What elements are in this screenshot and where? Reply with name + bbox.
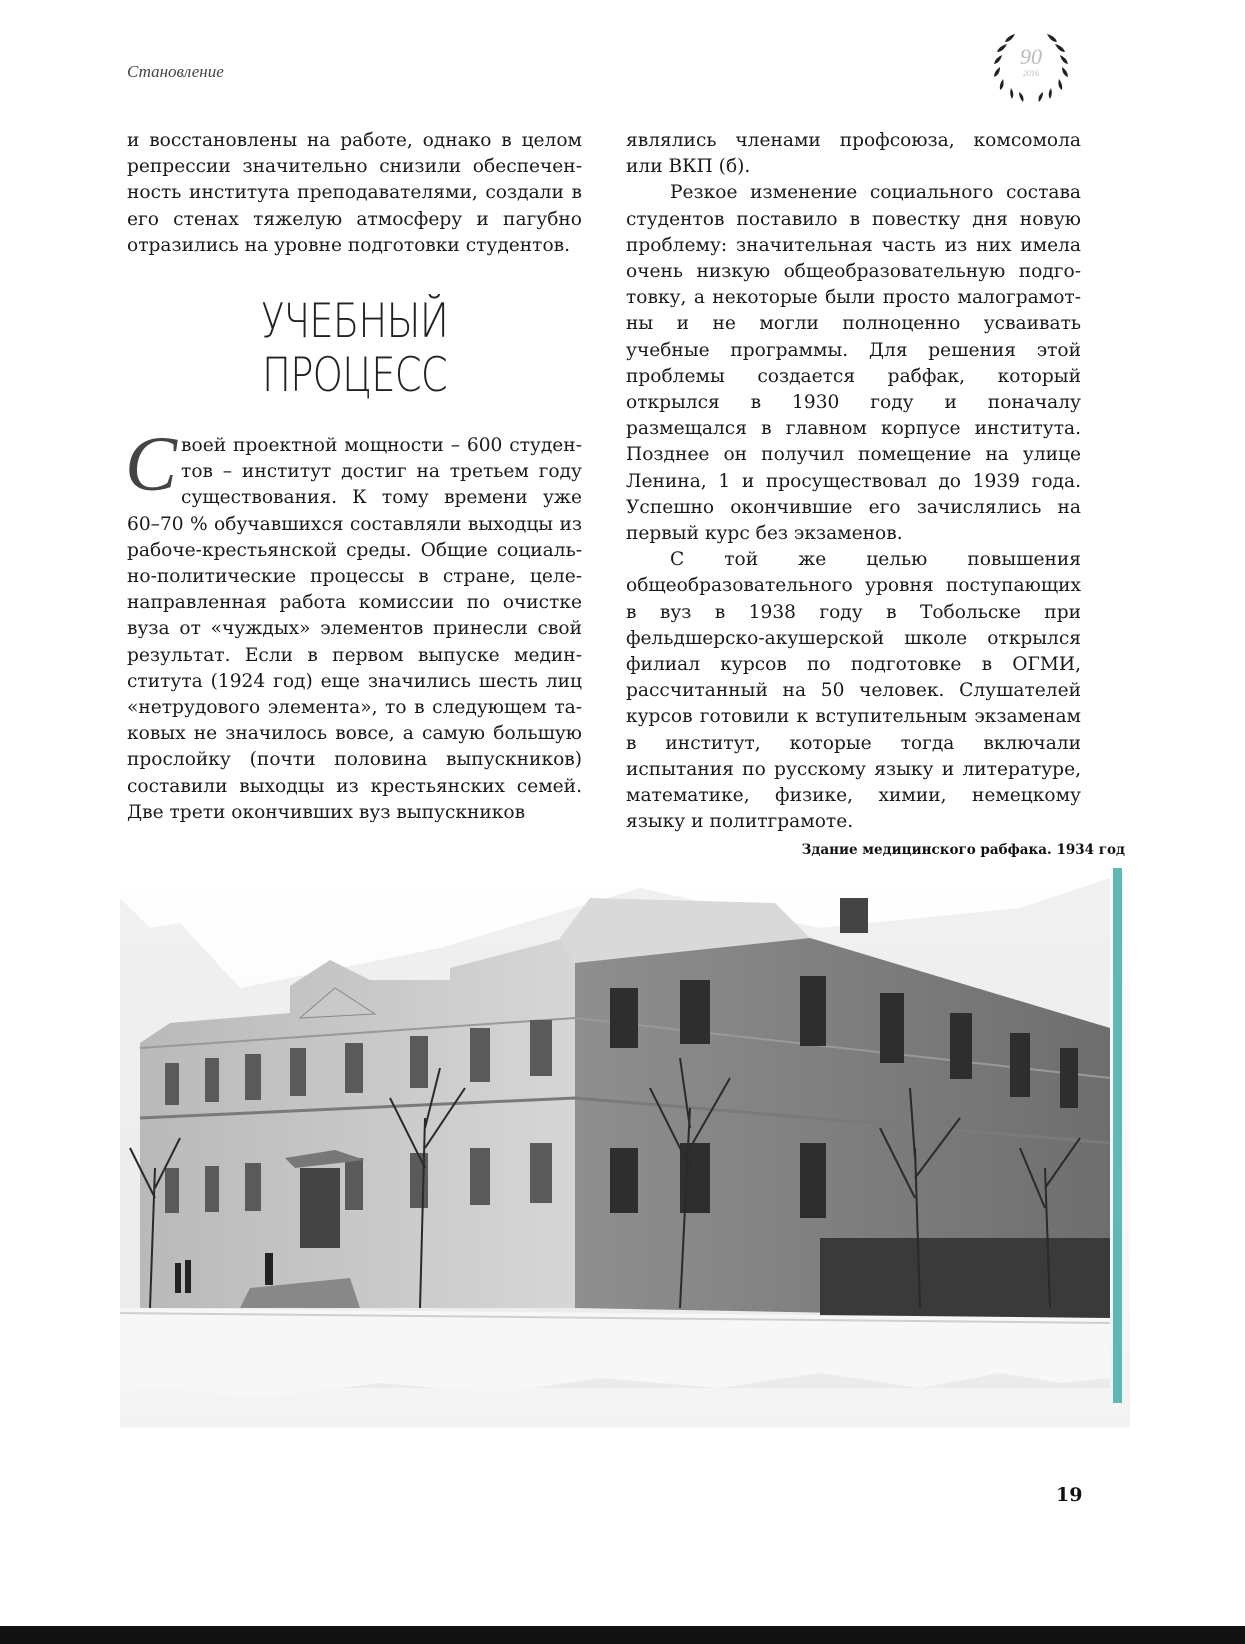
figure-caption: Здание медицинского рабфака. 1934 год bbox=[801, 842, 1125, 858]
page-number: 19 bbox=[1056, 1484, 1083, 1506]
building-photo bbox=[120, 868, 1130, 1428]
right-paragraph-1: являлись членами профсоюза, комсомола или ВКП (б). bbox=[626, 130, 1081, 178]
right-paragraph-2: Резкое изменение социального состава студентов поставило в повестку дня новую проблему: значительная часть из них имела очень низкую общеобразовательную подготовку, а некоторые были просто малограмотны и не могли полноценно усваивать учебные программы. Для решения этой проблемы создается рабфак, который открылся в 1930 году и поначалу размещался в главном корпусе института. Позднее он получил помещение на улице Ленина, 1 и просуществовал до 1939 года. Успешно окончившие его зачислялись на первый курс без экзаменов. bbox=[626, 182, 1081, 545]
anniversary-laurel-emblem bbox=[985, 22, 1077, 104]
emblem-year: 2016 bbox=[1023, 69, 1039, 78]
left-paragraph-2 bbox=[125, 420, 582, 826]
section-heading: УЧЕБНЫЙ ПРОЦЕСС bbox=[260, 294, 449, 404]
drop-cap: С bbox=[125, 420, 178, 508]
running-head: Становление bbox=[127, 62, 224, 81]
left-column bbox=[127, 128, 582, 826]
left-paragraph-2-text: воей проектной мощности – 600 студентов – институт достиг на третьем году существования. К тому времени уже 60–70 % обучавшихся составляли выходцы из рабоче-крестьянской среды. Общие социально-политические процессы в стране, целенаправленная работа комиссии по очистке вуза от «чуждых» элементов принесли свой результат. Если в первом выпуске мединститута (1924 год) еще значились шесть лиц «нетрудового элемента», то в следующем таковых не значилось вовсе, а самую большую прослойку (почти половина выпускников) составили выходцы из крестьянских семей. Две трети окончивших вуз выпускников bbox=[127, 435, 582, 823]
teal-accent-bar bbox=[1113, 868, 1122, 1403]
bottom-edge-bar bbox=[0, 1626, 1245, 1644]
right-paragraph-3: С той же целью повышения общеобразовательного уровня поступающих в вуз в 1938 году в Тобольске при фельдшерско-акушерской школе открылся филиал курсов по подготовке в ОГМИ, рассчитанный на 50 человек. Слушателей курсов готовили к вступительным экзаменам в институт, которые тогда включали испытания по русскому языку и литературе, математике, физике, химии, немецкому языку и политграмоте. bbox=[626, 549, 1081, 833]
right-column bbox=[626, 128, 1081, 835]
emblem-number: 90 bbox=[1020, 44, 1042, 69]
left-paragraph-1: и восстановлены на работе, однако в целом репрессии значительно снизили обеспеченность института преподавателями, создали в его стенах тяжелую атмосферу и пагубно отразились на уровне подготовки студентов. bbox=[127, 130, 582, 256]
laurel-right-icon bbox=[1039, 34, 1069, 102]
